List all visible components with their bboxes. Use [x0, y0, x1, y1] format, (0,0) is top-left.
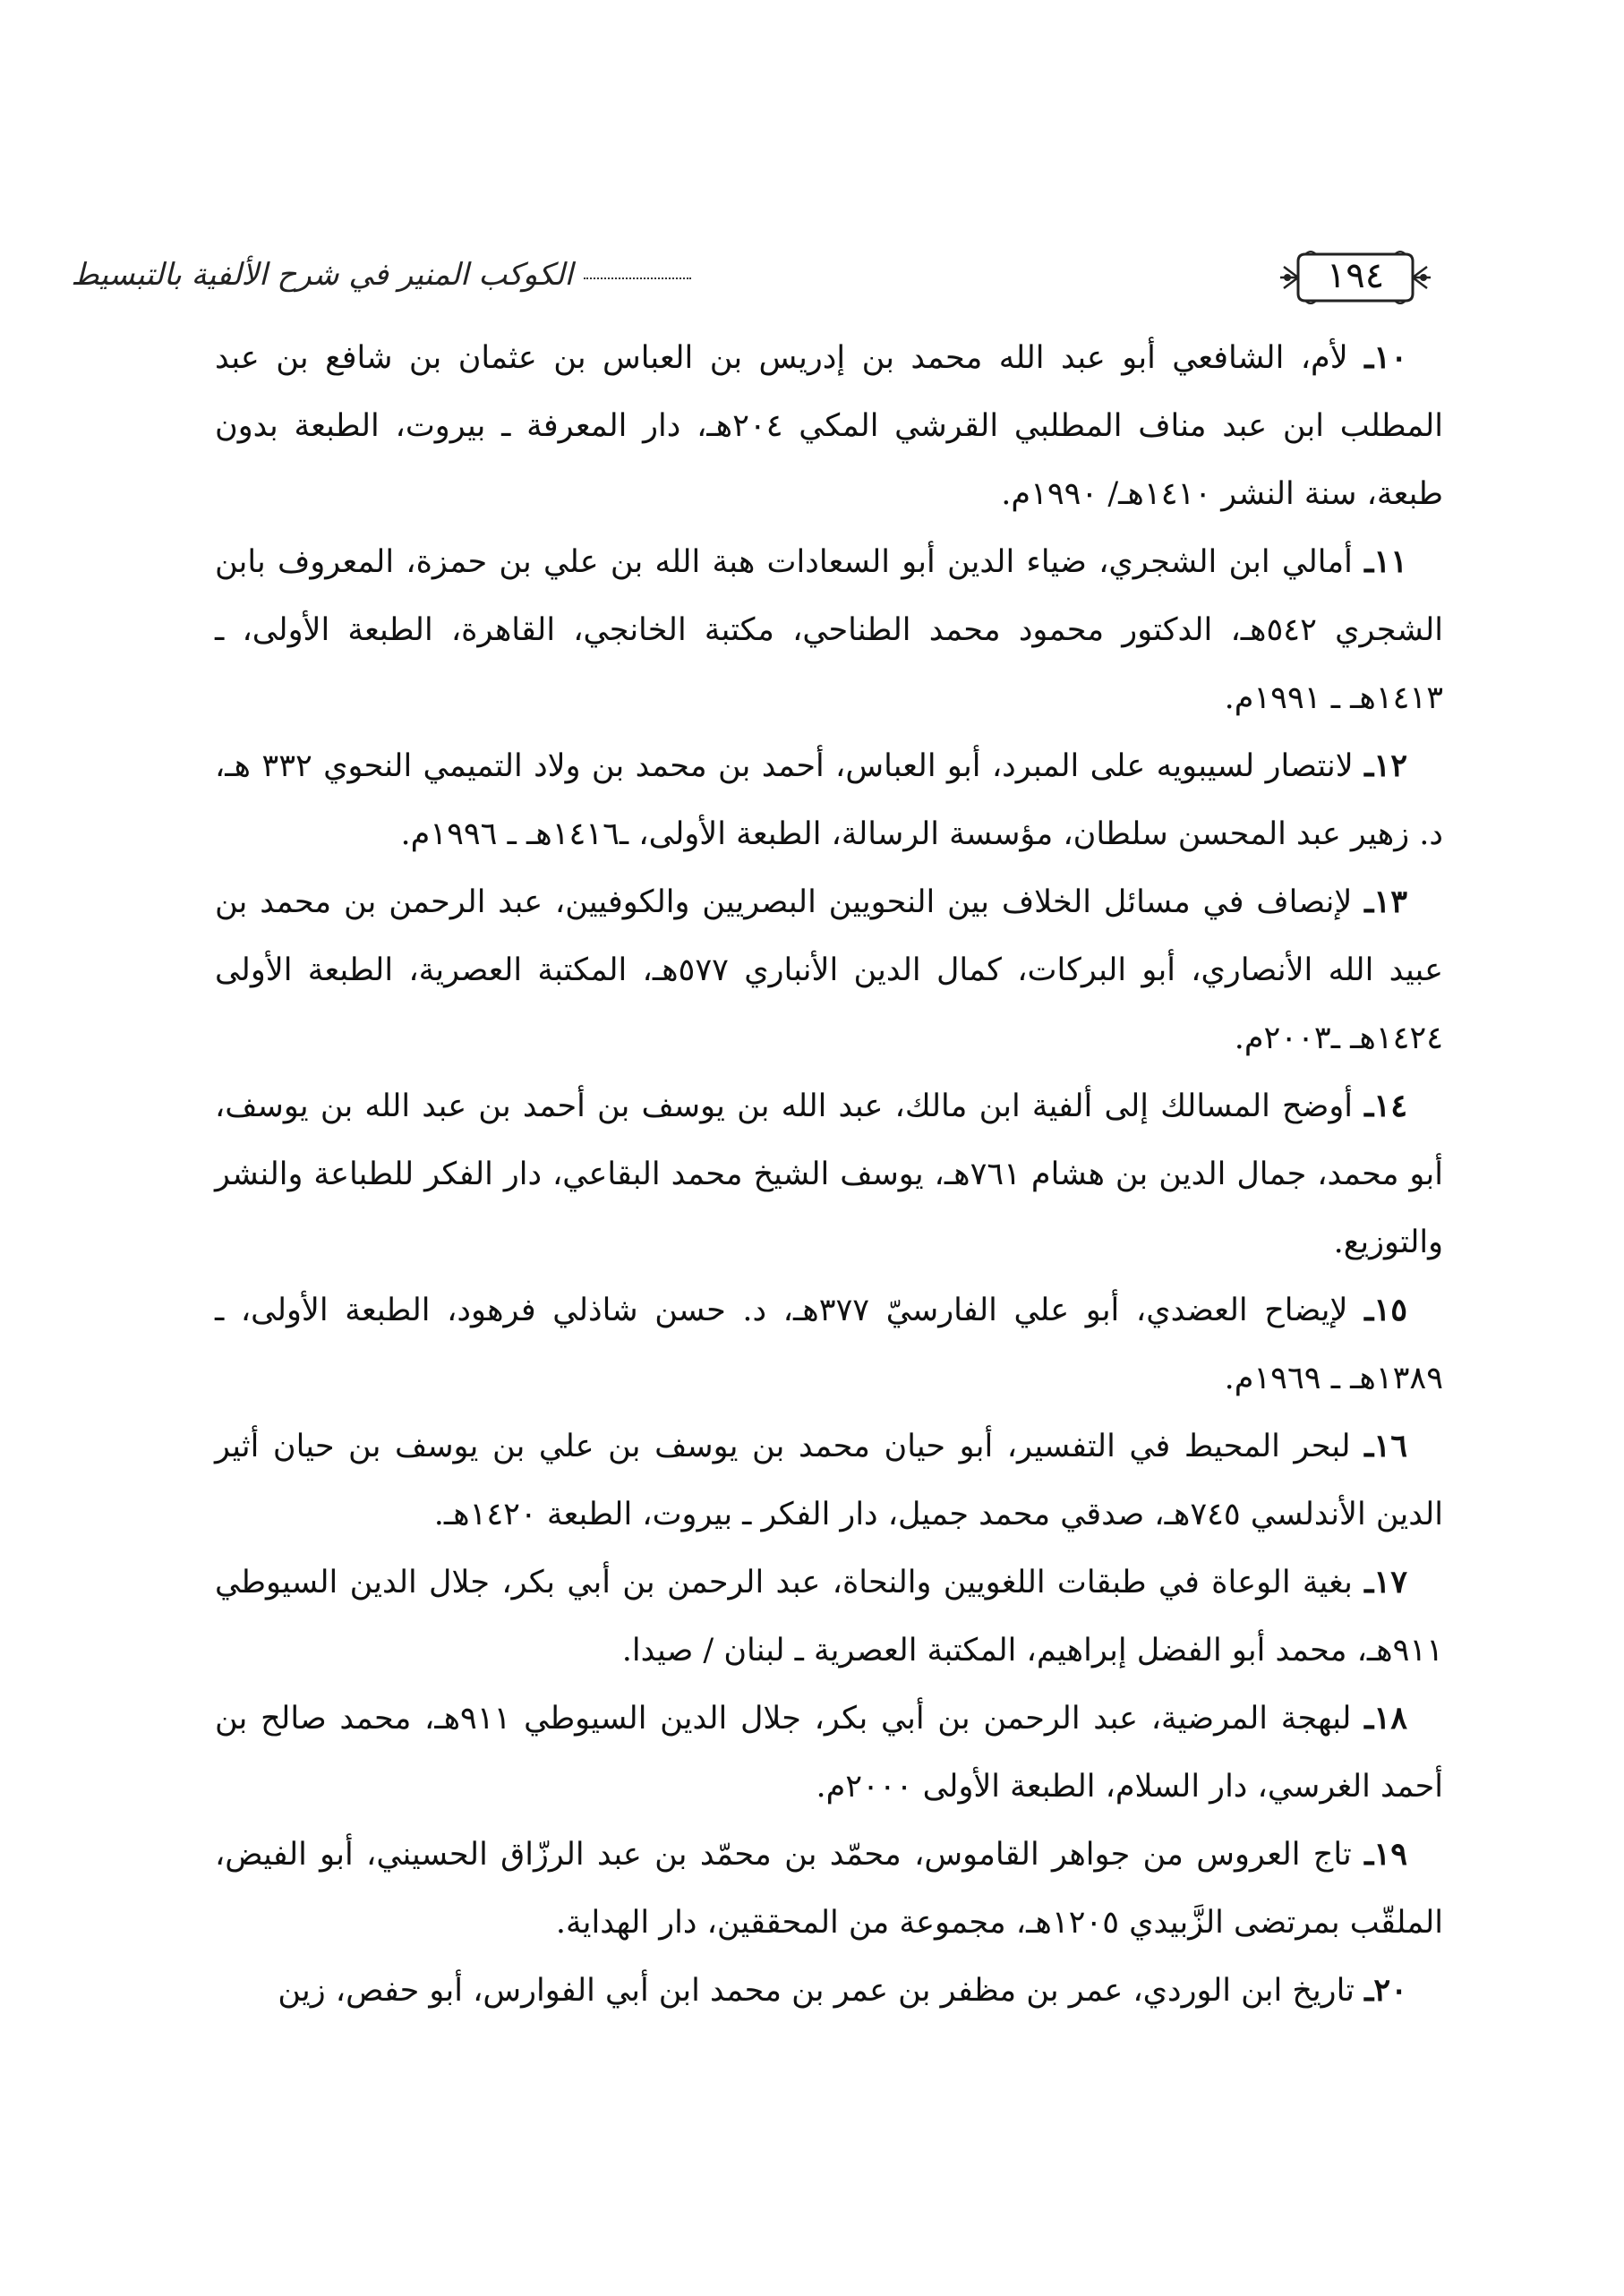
bibliography-entry: [215, 1821, 1443, 1957]
entry-number: ١٣ـ: [1364, 883, 1407, 920]
page-number-ornament: [1278, 247, 1432, 308]
entry-number: ١٨ـ: [1364, 1700, 1407, 1737]
bibliography-entry: [215, 528, 1443, 732]
bibliography-entry: [215, 324, 1443, 528]
running-title: الكوكب المنير في شرح الألفية بالتبسيط: [71, 257, 573, 293]
entry-text: لإنصاف في مسائل الخلاف بين النحويين البصريين والكوفيين، عبد الرحمن بن محمد بن عبيد الله الأنصاري، أبو البركات، كمال الدين الأنباري ٥٧٧هـ، المكتبة العصرية، الطبعة الأولى ١٤٢٤هـ ـ٢٠٠٣م.: [215, 884, 1444, 1056]
entry-text: لأم، الشافعي أبو عبد الله محمد بن إدريس بن العباس بن عثمان بن شافع بن عبد المطلب ابن عبد مناف المطلبي القرشي المكي ٢٠٤هـ، دار المعرفة ـ بيروت، الطبعة بدون طبعة، سنة النشر ١٤١٠هـ/ ١٩٩٠م.: [215, 340, 1443, 512]
entry-text: لبهجة المرضية، عبد الرحمن بن أبي بكر، جلال الدين السيوطي ٩١١هـ، محمد صالح بن أحمد الغرسي، دار السلام، الطبعة الأولى ٢٠٠٠م.: [215, 1701, 1443, 1805]
entry-number: ١١ـ: [1364, 543, 1407, 580]
bibliography-entry: [215, 868, 1443, 1072]
entry-text: تاج العروس من جواهر القاموس، محمّد بن محمّد بن عبد الرزّاق الحسيني، أبو الفيض، الملقّب بمرتضى الزَّبيدي ١٢٠٥هـ، مجموعة من المحققين، دار الهداية.: [215, 1837, 1443, 1941]
entry-text: أوضح المسالك إلى ألفية ابن مالك، عبد الله بن يوسف بن أحمد بن عبد الله بن يوسف، أبو محمد، جمال الدين بن هشام ٧٦١هـ، يوسف الشيخ محمد البقاعي، دار الفكر للطباعة والنشر والتوزيع.: [215, 1088, 1443, 1260]
entry-number: ١٤ـ: [1364, 1088, 1407, 1124]
page-header: [71, 247, 1432, 312]
entry-number: ١٢ـ: [1364, 747, 1407, 784]
entry-text: لانتصار لسيبويه على المبرد، أبو العباس، أحمد بن محمد بن ولاد التميمي النحوي ٣٣٢ هـ، د. زهير عبد المحسن سلطان، مؤسسة الرسالة، الطبعة الأولى، ـ١٤١٦هـ ـ ١٩٩٦م.: [215, 748, 1443, 852]
bibliography-list: [215, 324, 1443, 2025]
entry-text: أمالي ابن الشجري، ضياء الدين أبو السعادات هبة الله بن علي بن حمزة، المعروف بابن الشجري ٥٤٢هـ، الدكتور محمود محمد الطناحي، مكتبة الخانجي، القاهرة، الطبعة الأولى، ـ ١٤١٣هـ ـ ١٩٩١م.: [215, 544, 1443, 716]
entry-text: بغية الوعاة في طبقات اللغويين والنحاة، عبد الرحمن بن أبي بكر، جلال الدين السيوطي ٩١١هـ، محمد أبو الفضل إبراهيم، المكتبة العصرية ـ لبنان / صيدا.: [215, 1565, 1443, 1669]
entry-number: ١٩ـ: [1364, 1836, 1407, 1873]
entry-number: ٢٠ـ: [1364, 1972, 1407, 2009]
entry-text: لبحر المحيط في التفسير، أبو حيان محمد بن يوسف بن علي بن يوسف بن حيان أثير الدين الأندلسي ٧٤٥هـ، صدقي محمد جميل، دار الفكر ـ بيروت، الطبعة ١٤٢٠هـ.: [215, 1429, 1443, 1532]
bibliography-entry: [215, 1685, 1443, 1821]
entry-number: ١٦ـ: [1364, 1428, 1407, 1464]
bibliography-entry: [215, 1549, 1443, 1685]
bibliography-entry: [215, 1072, 1443, 1276]
entry-text: تاريخ ابن الوردي، عمر بن مظفر بن عمر بن محمد ابن أبي الفوارس، أبو حفص، زين: [278, 1973, 1365, 2009]
entry-text: لإيضاح العضدي، أبو علي الفارسيّ ٣٧٧هـ، د. حسن شاذلي فرهود، الطبعة الأولى، ـ ١٣٨٩هـ ـ ١٩٦٩م.: [215, 1293, 1443, 1396]
bibliography-entry: [215, 732, 1443, 868]
page-number: ١٩٤: [1326, 255, 1385, 296]
bibliography-entry: [215, 1957, 1443, 2025]
entry-number: ١٠ـ: [1364, 339, 1407, 376]
bibliography-entry: [215, 1413, 1443, 1549]
bibliography-entry: [215, 1276, 1443, 1413]
entry-number: ١٥ـ: [1364, 1292, 1407, 1328]
header-dotted-rule: [584, 277, 691, 279]
entry-number: ١٧ـ: [1364, 1564, 1407, 1600]
